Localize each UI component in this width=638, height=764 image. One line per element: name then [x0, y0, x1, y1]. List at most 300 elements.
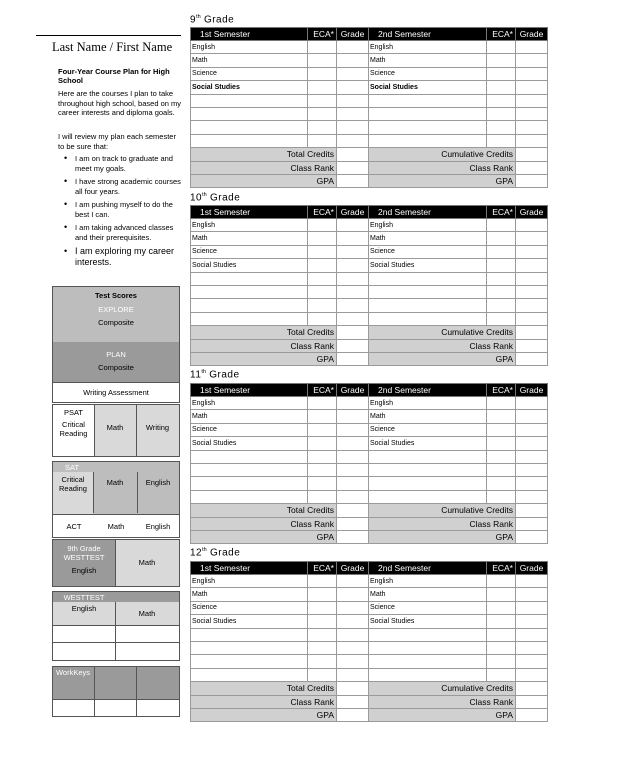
eca-cell[interactable] — [308, 54, 337, 67]
totals-row — [191, 530, 548, 543]
subject-cell[interactable]: English — [191, 219, 308, 232]
grade-cell[interactable] — [337, 245, 369, 258]
table-row — [191, 272, 548, 285]
subject-cell[interactable]: Math — [191, 54, 308, 67]
grade-cell[interactable] — [337, 54, 369, 67]
subject-cell[interactable]: Science — [191, 67, 308, 80]
subject-cell[interactable]: English — [369, 219, 487, 232]
course-cell[interactable] — [191, 94, 308, 107]
eca-cell[interactable] — [487, 285, 516, 298]
totals-value[interactable] — [516, 352, 548, 365]
grade-cell[interactable] — [337, 410, 369, 423]
subject-cell[interactable]: Science — [369, 67, 487, 80]
grade-cell[interactable] — [516, 259, 548, 272]
psat-critical-reading: Critical Reading — [59, 420, 88, 438]
grade-cell[interactable] — [516, 299, 548, 312]
totals-label: Total Credits — [191, 148, 337, 161]
eca-cell[interactable] — [308, 615, 337, 628]
totals-label: GPA — [369, 708, 516, 721]
grade-cell[interactable] — [516, 285, 548, 298]
eca-cell[interactable] — [308, 312, 337, 325]
eca-cell[interactable] — [487, 67, 516, 80]
grade-cell[interactable] — [337, 490, 369, 503]
totals-row — [191, 174, 548, 187]
grade-cell[interactable] — [516, 245, 548, 258]
grade-cell[interactable] — [516, 397, 548, 410]
eca-cell[interactable] — [308, 219, 337, 232]
table-row — [191, 628, 548, 641]
totals-label: GPA — [369, 352, 516, 365]
table-row — [191, 134, 548, 147]
course-cell[interactable] — [369, 450, 487, 463]
eca-cell[interactable] — [308, 601, 337, 614]
plan-label: PLAN — [106, 349, 126, 359]
eca-cell[interactable] — [308, 410, 337, 423]
eca-cell[interactable] — [308, 397, 337, 410]
grade-cell[interactable] — [337, 601, 369, 614]
eca-cell[interactable] — [487, 450, 516, 463]
table-header-row — [191, 384, 548, 397]
grade-cell[interactable] — [337, 575, 369, 588]
grade-cell[interactable] — [516, 437, 548, 450]
subject-cell[interactable]: Social Studies — [369, 81, 487, 94]
explore-label: EXPLORE — [98, 304, 134, 314]
grade-header: Grade — [516, 562, 548, 575]
sem1-header: 1st Semester — [191, 206, 308, 219]
eca-cell[interactable] — [308, 641, 337, 654]
grade-cell[interactable] — [516, 450, 548, 463]
course-cell[interactable] — [369, 668, 487, 681]
plan-intro: Here are the courses I plan to take throughout high school, based on my career interests and diploma goals. — [58, 89, 181, 117]
totals-row — [191, 504, 548, 517]
subject-cell[interactable]: Social Studies — [191, 259, 308, 272]
totals-value[interactable] — [337, 174, 369, 187]
grade-cell[interactable] — [516, 134, 548, 147]
eca-cell[interactable] — [308, 259, 337, 272]
grade-cell[interactable] — [337, 41, 369, 54]
eca-cell[interactable] — [487, 410, 516, 423]
grade-cell[interactable] — [516, 588, 548, 601]
course-cell[interactable] — [369, 477, 487, 490]
course-cell[interactable] — [369, 134, 487, 147]
grade-suffix: th — [196, 14, 201, 20]
grade-cell[interactable] — [337, 437, 369, 450]
subject-cell[interactable]: Science — [369, 601, 487, 614]
totals-value[interactable] — [516, 708, 548, 721]
totals-value[interactable] — [516, 148, 548, 161]
subject-cell[interactable]: Social Studies — [191, 81, 308, 94]
table-row — [191, 437, 548, 450]
eca-cell[interactable] — [308, 107, 337, 120]
grade-cell[interactable] — [337, 463, 369, 476]
grade-cell[interactable] — [516, 81, 548, 94]
course-cell[interactable] — [191, 272, 308, 285]
table-row — [191, 477, 548, 490]
eca-cell[interactable] — [487, 94, 516, 107]
plan-composite: Composite — [98, 362, 134, 372]
eca-cell[interactable] — [487, 259, 516, 272]
sat-act-box — [52, 461, 180, 538]
eca-header: ECA* — [487, 562, 516, 575]
grade-number: 10 — [190, 192, 203, 204]
totals-value[interactable] — [516, 174, 548, 187]
subject-cell[interactable]: English — [191, 397, 308, 410]
grade-word: Grade — [210, 547, 241, 559]
totals-label: Total Credits — [191, 326, 337, 339]
totals-value[interactable] — [516, 682, 548, 695]
eca-cell[interactable] — [487, 219, 516, 232]
grade-suffix: th — [202, 547, 207, 553]
table-row — [191, 232, 548, 245]
grade-cell[interactable] — [516, 490, 548, 503]
eca-cell[interactable] — [308, 81, 337, 94]
course-cell[interactable] — [369, 463, 487, 476]
totals-label: GPA — [191, 708, 337, 721]
eca-header: ECA* — [308, 562, 337, 575]
grade-cell[interactable] — [516, 655, 548, 668]
course-cell[interactable] — [191, 477, 308, 490]
subject-cell[interactable]: Social Studies — [191, 437, 308, 450]
totals-row — [191, 326, 548, 339]
table-row — [191, 588, 548, 601]
subject-cell[interactable]: Math — [191, 410, 308, 423]
course-cell[interactable] — [369, 272, 487, 285]
grade-cell[interactable] — [516, 94, 548, 107]
grade-cell[interactable] — [337, 615, 369, 628]
sem2-header: 2nd Semester — [369, 28, 487, 41]
grade-table — [190, 383, 548, 544]
eca-cell[interactable] — [487, 423, 516, 436]
subject-cell[interactable]: English — [191, 575, 308, 588]
eca-cell[interactable] — [308, 668, 337, 681]
grade-cell[interactable] — [337, 67, 369, 80]
westtest9-math: Math — [138, 557, 156, 567]
grade-cell[interactable] — [337, 450, 369, 463]
subject-cell[interactable]: English — [369, 397, 487, 410]
totals-value[interactable] — [516, 161, 548, 174]
psat-writing: Writing — [145, 422, 170, 432]
eca-cell[interactable] — [308, 463, 337, 476]
course-cell[interactable] — [191, 312, 308, 325]
eca-cell[interactable] — [308, 285, 337, 298]
subject-cell[interactable]: Social Studies — [369, 437, 487, 450]
totals-value[interactable] — [337, 530, 369, 543]
totals-value[interactable] — [516, 326, 548, 339]
grade-cell[interactable] — [516, 615, 548, 628]
sat-label: SAT — [65, 463, 80, 472]
grade-cell[interactable] — [516, 601, 548, 614]
eca-cell[interactable] — [308, 121, 337, 134]
grade-cell[interactable] — [337, 299, 369, 312]
subject-cell[interactable]: Social Studies — [191, 615, 308, 628]
totals-label: GPA — [191, 352, 337, 365]
totals-label: Cumulative Credits — [369, 326, 516, 339]
eca-cell[interactable] — [308, 477, 337, 490]
totals-value[interactable] — [516, 504, 548, 517]
grade-header: Grade — [516, 206, 548, 219]
subject-cell[interactable]: English — [369, 41, 487, 54]
eca-cell[interactable] — [308, 490, 337, 503]
course-cell[interactable] — [191, 134, 308, 147]
grade-header: Grade — [337, 562, 369, 575]
totals-label: Class Rank — [369, 517, 516, 530]
course-cell[interactable] — [369, 299, 487, 312]
grade-cell[interactable] — [516, 219, 548, 232]
course-cell[interactable] — [191, 628, 308, 641]
westtest9-box — [52, 539, 180, 587]
grade-title — [190, 547, 240, 558]
eca-cell[interactable] — [308, 299, 337, 312]
totals-value[interactable] — [337, 708, 369, 721]
grade-cell[interactable] — [516, 641, 548, 654]
course-cell[interactable] — [191, 107, 308, 120]
eca-cell[interactable] — [487, 601, 516, 614]
grade-cell[interactable] — [337, 134, 369, 147]
eca-cell[interactable] — [308, 588, 337, 601]
table-row — [191, 312, 548, 325]
course-cell[interactable] — [369, 655, 487, 668]
sem2-header: 2nd Semester — [369, 206, 487, 219]
eca-cell[interactable] — [308, 232, 337, 245]
table-row — [191, 490, 548, 503]
eca-cell[interactable] — [308, 437, 337, 450]
grade-cell[interactable] — [337, 121, 369, 134]
totals-row — [191, 517, 548, 530]
sat-critical-reading: Critical Reading — [59, 475, 87, 493]
table-header-row — [191, 562, 548, 575]
grade-cell[interactable] — [516, 477, 548, 490]
eca-cell[interactable] — [487, 490, 516, 503]
eca-cell[interactable] — [308, 245, 337, 258]
grade-cell[interactable] — [516, 107, 548, 120]
grade-cell[interactable] — [516, 41, 548, 54]
totals-value[interactable] — [337, 517, 369, 530]
grade-cell[interactable] — [337, 107, 369, 120]
grade-cell[interactable] — [337, 285, 369, 298]
subject-cell[interactable]: Math — [191, 232, 308, 245]
course-cell[interactable] — [191, 450, 308, 463]
course-cell[interactable] — [369, 107, 487, 120]
totals-row — [191, 695, 548, 708]
grade-cell[interactable] — [516, 423, 548, 436]
grade-word: Grade — [203, 14, 235, 26]
table-row — [191, 107, 548, 120]
goal-item: • I have strong academic courses all four years. — [64, 177, 182, 196]
eca-cell[interactable] — [308, 41, 337, 54]
totals-label: Cumulative Credits — [369, 682, 516, 695]
grade-cell[interactable] — [516, 463, 548, 476]
eca-header: ECA* — [308, 28, 337, 41]
subject-cell[interactable]: Math — [369, 588, 487, 601]
subject-cell[interactable]: Science — [369, 245, 487, 258]
eca-cell[interactable] — [487, 245, 516, 258]
totals-label: GPA — [369, 530, 516, 543]
subject-cell[interactable]: Social Studies — [369, 615, 487, 628]
course-cell[interactable] — [369, 490, 487, 503]
eca-cell[interactable] — [487, 312, 516, 325]
grade-cell[interactable] — [516, 628, 548, 641]
grade-cell[interactable] — [337, 477, 369, 490]
grade-cell[interactable] — [337, 219, 369, 232]
grade-cell[interactable] — [516, 575, 548, 588]
grade-cell[interactable] — [337, 259, 369, 272]
eca-cell[interactable] — [308, 450, 337, 463]
subject-cell[interactable]: English — [369, 575, 487, 588]
subject-cell[interactable]: Math — [369, 410, 487, 423]
eca-cell[interactable] — [308, 94, 337, 107]
grade-cell[interactable] — [337, 312, 369, 325]
course-cell[interactable] — [191, 490, 308, 503]
eca-cell[interactable] — [308, 272, 337, 285]
totals-value[interactable] — [337, 695, 369, 708]
course-cell[interactable] — [191, 299, 308, 312]
totals-value[interactable] — [337, 161, 369, 174]
subject-cell[interactable]: Science — [369, 423, 487, 436]
eca-header: ECA* — [487, 384, 516, 397]
eca-cell[interactable] — [487, 134, 516, 147]
course-cell[interactable] — [369, 641, 487, 654]
eca-cell[interactable] — [487, 463, 516, 476]
eca-cell[interactable] — [487, 397, 516, 410]
divider — [53, 699, 179, 700]
totals-value[interactable] — [337, 504, 369, 517]
goal-item: • I am pushing myself to do the best I can. — [64, 200, 182, 219]
plan-title: Four-Year Course Plan for High School — [58, 67, 170, 85]
table-row — [191, 410, 548, 423]
grade-cell[interactable] — [337, 668, 369, 681]
totals-label: Cumulative Credits — [369, 148, 516, 161]
grade-cell[interactable] — [337, 641, 369, 654]
table-row — [191, 94, 548, 107]
eca-cell[interactable] — [308, 575, 337, 588]
eca-cell[interactable] — [487, 107, 516, 120]
grade-cell[interactable] — [337, 272, 369, 285]
eca-cell[interactable] — [308, 423, 337, 436]
eca-cell[interactable] — [487, 232, 516, 245]
table-row — [191, 41, 548, 54]
grade-cell[interactable] — [337, 588, 369, 601]
subject-cell[interactable]: Math — [369, 54, 487, 67]
grade-cell[interactable] — [337, 628, 369, 641]
eca-cell[interactable] — [308, 67, 337, 80]
grade-cell[interactable] — [516, 312, 548, 325]
eca-cell[interactable] — [487, 81, 516, 94]
subject-cell[interactable]: English — [191, 41, 308, 54]
totals-value[interactable] — [516, 339, 548, 352]
table-header-row — [191, 206, 548, 219]
grade-cell[interactable] — [516, 54, 548, 67]
eca-cell[interactable] — [308, 134, 337, 147]
eca-header: ECA* — [308, 384, 337, 397]
course-cell[interactable] — [191, 668, 308, 681]
course-cell[interactable] — [369, 121, 487, 134]
grade-cell[interactable] — [516, 410, 548, 423]
grade-cell[interactable] — [516, 232, 548, 245]
table-row — [191, 601, 548, 614]
subject-cell[interactable]: Science — [191, 423, 308, 436]
totals-value[interactable] — [337, 682, 369, 695]
table-row — [191, 423, 548, 436]
eca-cell[interactable] — [487, 299, 516, 312]
grade-cell[interactable] — [516, 272, 548, 285]
eca-cell[interactable] — [487, 54, 516, 67]
eca-cell[interactable] — [487, 588, 516, 601]
grade-cell[interactable] — [516, 67, 548, 80]
westtest9-label: 9th Grade WESTTEST — [63, 544, 105, 562]
course-cell[interactable] — [369, 285, 487, 298]
eca-cell[interactable] — [487, 41, 516, 54]
totals-value[interactable] — [516, 695, 548, 708]
student-name-label: Last Name / First Name — [52, 40, 173, 54]
subject-cell[interactable]: Social Studies — [369, 259, 487, 272]
grade-cell[interactable] — [337, 232, 369, 245]
grade-cell[interactable] — [337, 423, 369, 436]
grade-cell[interactable] — [337, 397, 369, 410]
totals-value[interactable] — [516, 530, 548, 543]
eca-cell[interactable] — [487, 477, 516, 490]
course-cell[interactable] — [191, 463, 308, 476]
workkeys-box — [52, 666, 180, 717]
grade-header: Grade — [337, 384, 369, 397]
totals-value[interactable] — [516, 517, 548, 530]
course-cell[interactable] — [369, 312, 487, 325]
totals-label: Class Rank — [191, 161, 337, 174]
totals-value[interactable] — [337, 326, 369, 339]
workkeys-label: WorkKeys — [55, 668, 91, 677]
course-cell[interactable] — [369, 628, 487, 641]
eca-cell[interactable] — [487, 575, 516, 588]
grade-cell[interactable] — [337, 655, 369, 668]
eca-cell[interactable] — [487, 668, 516, 681]
grade-cell[interactable] — [337, 81, 369, 94]
sat-english: English — [145, 477, 171, 487]
subject-cell[interactable]: Math — [191, 588, 308, 601]
act-label: ACT — [66, 521, 82, 531]
table-row — [191, 575, 548, 588]
eca-cell[interactable] — [487, 121, 516, 134]
course-cell[interactable] — [191, 285, 308, 298]
subject-cell[interactable]: Science — [191, 245, 308, 258]
table-header-row — [191, 28, 548, 41]
grade-title — [190, 192, 240, 203]
eca-cell[interactable] — [487, 655, 516, 668]
course-cell[interactable] — [369, 94, 487, 107]
course-cell[interactable] — [191, 655, 308, 668]
table-row — [191, 668, 548, 681]
totals-value[interactable] — [337, 339, 369, 352]
eca-cell[interactable] — [487, 628, 516, 641]
totals-row — [191, 161, 548, 174]
totals-value[interactable] — [337, 352, 369, 365]
grade-cell[interactable] — [516, 668, 548, 681]
subject-cell[interactable]: Math — [369, 232, 487, 245]
eca-cell[interactable] — [308, 628, 337, 641]
eca-cell[interactable] — [487, 437, 516, 450]
totals-value[interactable] — [337, 148, 369, 161]
table-row — [191, 67, 548, 80]
eca-cell[interactable] — [487, 641, 516, 654]
course-cell[interactable] — [191, 641, 308, 654]
eca-cell[interactable] — [487, 615, 516, 628]
course-cell[interactable] — [191, 121, 308, 134]
eca-cell[interactable] — [487, 272, 516, 285]
sem2-header: 2nd Semester — [369, 384, 487, 397]
grade-cell[interactable] — [337, 94, 369, 107]
grade-cell[interactable] — [516, 121, 548, 134]
grade-suffix: th — [201, 369, 206, 375]
subject-cell[interactable]: Science — [191, 601, 308, 614]
eca-cell[interactable] — [308, 655, 337, 668]
